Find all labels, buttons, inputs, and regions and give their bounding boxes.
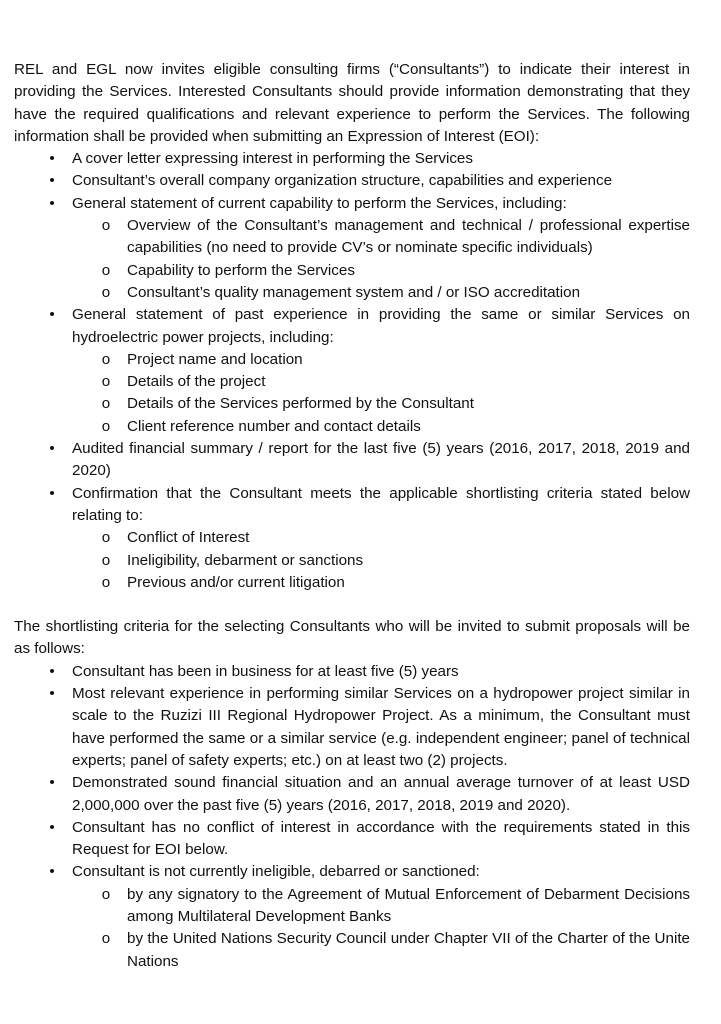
bullet-icon: • [49,172,55,190]
sub-list-item-text: Conflict of Interest [127,529,250,547]
sub-bullet-icon: o [101,885,111,903]
sub-bullet-icon: o [101,217,111,235]
sub-list [72,884,690,973]
sub-list-item [72,215,690,260]
list-item [14,661,690,683]
list-item-text: Audited financial summary / report for the last five (5) years (2016, 2017, 2018, 2019 and 2020) [72,440,690,480]
list-item-text: General statement of past experience in providing the same or similar Services on hydroelectric power projects, including: [72,306,690,346]
sub-bullet-icon: o [101,551,111,569]
bullet-icon: • [49,306,55,324]
list-item-text: Demonstrated sound financial situation and an annual average turnover of at least USD 2,000,000 over the past five (5) years (2016, 2017, 2018, 2019 and 2020). [72,774,690,814]
sub-list-item [72,393,690,415]
list-item-text: Consultant has no conflict of interest in accordance with the requirements stated in this Request for EOI below. [72,818,690,859]
sub-list-item [72,550,690,572]
list-item [14,483,690,594]
list-item-text: A cover letter expressing interest in performing the Services [72,150,473,168]
bullet-icon: • [49,150,55,168]
sub-bullet-icon: o [101,529,111,547]
sub-list-item-text: Consultant’s quality management system and / or ISO accreditation [127,283,581,301]
sub-list-item-text: Project name and location [127,350,303,368]
sub-list-item-text: by the United Nations Security Council under Chapter VII of the Charter of the Unite Nations [127,930,690,970]
intro-paragraph: REL and EGL now invites eligible consulting firms (“Consultants”) to indicate their interest in providing the Services. Interested Consultants should provide information demonstrating that they have the required qualifications and relevant experience to perform the Services. The following information shall be provided when submitting an Expression of Interest (EOI): [14,61,690,145]
sub-list [72,215,690,304]
sub-list-item [72,527,690,549]
bullet-icon: • [49,774,55,792]
document-page [14,59,690,973]
list-item-text: Confirmation that the Consultant meets the applicable shortlisting criteria stated below relating to: [72,484,690,524]
sub-list-item-text: Capability to perform the Services [127,261,355,279]
sub-list-item-text: Ineligibility, debarment or sanctions [127,551,364,569]
bullet-icon: • [49,685,55,703]
sub-list-item-text: Previous and/or current litigation [127,573,345,591]
sub-bullet-icon: o [101,417,111,435]
sub-list-item [72,928,690,973]
shortlisting-criteria-list [14,661,690,973]
sub-list-item-text: Details of the project [127,373,266,391]
list-item [14,817,690,862]
criteria-intro-paragraph: The shortlisting criteria for the selecting Consultants who will be invited to submit proposals will be as follows: [14,618,690,658]
bullet-icon: • [49,662,55,680]
sub-bullet-icon: o [101,350,111,368]
sub-list-item [72,884,690,929]
list-item [14,304,690,438]
bullet-icon: • [49,440,55,458]
eoi-requirements-list [14,148,690,594]
sub-list-item [72,371,690,393]
sub-bullet-icon: o [101,395,111,413]
bullet-icon: • [49,818,55,836]
list-item-text: Consultant is not currently ineligible, debarred or sanctioned: [72,863,480,881]
list-item [14,683,690,772]
paragraph-spacer [14,594,690,616]
list-item [14,772,690,817]
sub-list-item [72,260,690,282]
sub-list-item [72,572,690,594]
list-item [14,193,690,304]
sub-bullet-icon: o [101,283,111,301]
sub-list-item-text: Details of the Services performed by the Consultant [127,395,474,413]
list-item [14,438,690,483]
list-item-text: Consultant’s overall company organization structure, capabilities and experience [72,172,613,190]
list-item-text: General statement of current capability to perform the Services, including: [72,194,567,212]
bullet-icon: • [49,484,55,502]
bullet-icon: • [49,863,55,881]
list-item [14,170,690,192]
sub-list-item [72,349,690,371]
sub-bullet-icon: o [101,930,111,948]
sub-list [72,349,690,438]
sub-bullet-icon: o [101,373,111,391]
sub-list-item-text: Overview of the Consultant’s management and technical / professional expertise capabilities (no need to provide CV’s or nominate specific individuals) [127,217,690,257]
sub-list [72,527,690,594]
sub-list-item-text: Client reference number and contact details [127,417,421,435]
bullet-icon: • [49,194,55,212]
sub-list-item [72,282,690,304]
list-item-text: Most relevant experience in performing similar Services on a hydropower project similar in scale to the Ruzizi III Regional Hydropower Project. As a minimum, the Consultant must have performed the same or a similar service (e.g. independent engineer; panel of technical experts; panel of safety experts; etc.) on at least two (2) projects. [72,685,690,769]
sub-list-item-text: by any signatory to the Agreement of Mutual Enforcement of Debarment Decisions among Multilateral Development Banks [127,885,690,925]
list-item [14,861,690,972]
sub-bullet-icon: o [101,261,111,279]
sub-list-item [72,416,690,438]
list-item [14,148,690,170]
list-item-text: Consultant has been in business for at least five (5) years [72,662,459,680]
sub-bullet-icon: o [101,573,111,591]
